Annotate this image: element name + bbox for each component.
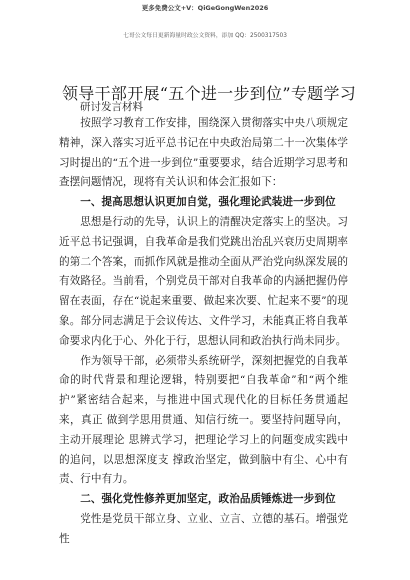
section1-paragraph-1: 思想是行动的先导，认识上的清醒决定落实上的坚决。习近平总书记强调，自我革命是我们党跳出治乱兴衰历史周期率的第二个答案，而抓作风就是推动全面从严治党向纵深发展的有效路径。当前看，个别党员干部对自我革命的内涵把握仍停留在表面，存在“说起来重要、做起来次要、忙起来不要”的现象。部分同志满足于会议传达、文件学习，未能真正将自我革命要求内化于心、外化于行，思想认同和政治执行尚未同步。 xyxy=(59,215,348,347)
promo-contact-note: 更多免费公文+V：QiGeGongWen2026 xyxy=(141,4,269,12)
document-title: 领导干部开展“五个进一步到位”专题学习 xyxy=(62,84,357,103)
section-heading-2: 二、强化党性修养更加坚定，政治品质锤炼进一步到位 xyxy=(80,493,336,506)
section1-paragraph-2: 作为领导干部，必须带头系统研学，深刻把握党的自我革命的时代背景和理论逻辑，特别要把“自我革命”和“两个维护”紧密结合起来，与推进中国式现代化的目标任务贯通起来，真正 做到学思用贯通、知信行统一。要坚持问题导向，主动开展理论 思辨式学习，把理论学习上的问题变成实践中的追问，以思想深度支 撑政治坚定，做到脑中有尘、心中有责、行中有力。 xyxy=(59,354,348,486)
document-body xyxy=(59,114,348,550)
document-subtitle: 研讨发言材料 xyxy=(80,101,143,113)
header-contact-note: 七哥公文每日更新海量时政公文资料，添加 QQ：2500317503 xyxy=(123,33,287,39)
section-heading-1: 一、提高思想认识更加自觉，强化理论武装进一步到位 xyxy=(80,196,336,209)
intro-paragraph: 按照学习教育工作安排，围绕深入贯彻落实中央八项规定精神，深入落实习近平总书记在中央政治局第二十一次集体学习时提出的“五个进一步到位”重要要求，结合近期学习思考和查摆问题情况，现将有关认识和体会汇报如下： xyxy=(59,117,348,189)
section2-paragraph-1: 党性是党员干部立身、立业、立言、立德的基石。增强党性 xyxy=(59,512,348,545)
